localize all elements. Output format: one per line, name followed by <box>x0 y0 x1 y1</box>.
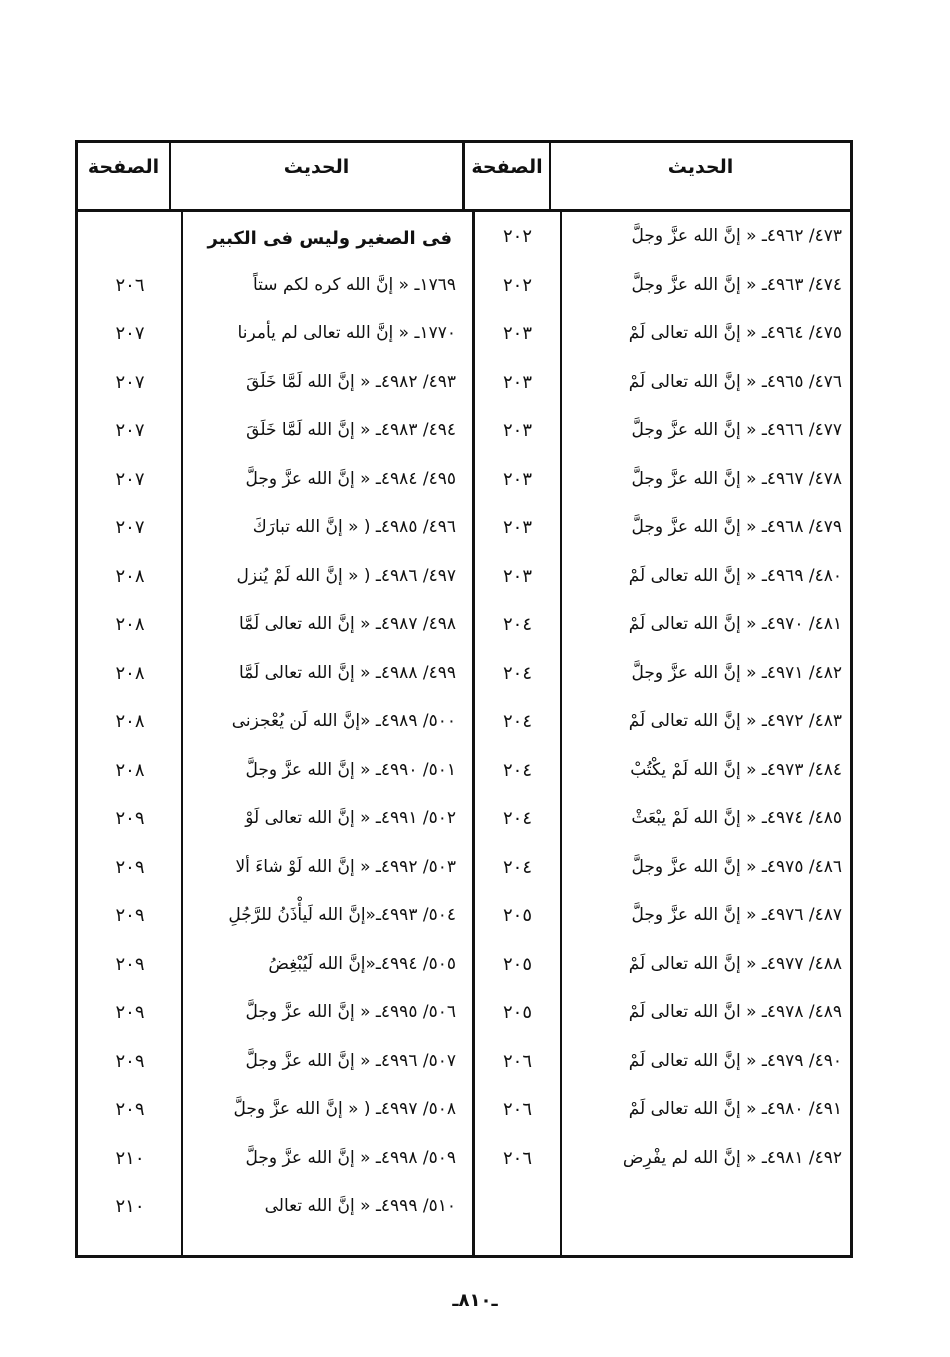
header-hadith-right: الحديث <box>667 156 734 178</box>
hadith-entry: ٤٩٥/ ٤٩٨٤ـ « إنَّ الله عزَّ وجلَّ <box>245 468 456 489</box>
header-hadith-left: الحديث <box>283 156 350 178</box>
hadith-entry: ٥٠٦/ ٤٩٩٥ـ « إنَّ الله عزَّ وجلَّ <box>245 1002 456 1022</box>
hadith-entry: ٥٠٤/ ٤٩٩٣ـ«إنَّ الله لَيأْذَنُ للرَّجُلِ <box>228 905 456 925</box>
page-ref: ٢٠٤ <box>502 759 532 781</box>
hadith-entry: ٤٩٤/ ٤٩٨٣ـ « إنَّ الله لَمَّا خَلَقَ <box>246 420 456 440</box>
hadith-entry: ٤٩٣/ ٤٩٨٢ـ « إنَّ الله لَمَّا خَلَقَ <box>246 371 456 392</box>
page-ref: ٢٠٤ <box>502 614 532 635</box>
hadith-entry: ٤٨٠/ ٤٩٦٩ـ « إنَّ الله تعالى لَمْ <box>628 565 842 586</box>
page-ref: ٢٠٥ <box>502 1002 532 1023</box>
page-ref: ٢٠٩ <box>115 905 145 926</box>
hadith-entry: ٤٩٨/ ٤٩٨٧ـ « إنَّ الله تعالى لَمَّا <box>239 614 456 634</box>
hadith-entry: ١٧٦٩ـ « إنَّ الله كره لكم ستاً <box>252 274 456 295</box>
page-ref: ٢٠٣ <box>502 468 532 490</box>
hadith-entry: ٤٨٥/ ٤٩٧٤ـ « إنَّ الله لَمْ يبْعَثْ <box>631 808 842 828</box>
hadith-entry: ٥٠٧/ ٤٩٩٦ـ « إنَّ الله عزَّ وجلَّ <box>245 1050 456 1071</box>
page-ref: ٢٠٣ <box>502 420 532 441</box>
header-page-left: الصفحة <box>87 156 160 178</box>
page-ref: ٢٠٣ <box>502 371 532 393</box>
hadith-entry: ١٧٧٠ـ « إنَّ الله تعالى لم يأمرنا <box>237 323 456 343</box>
hadith-entry: ٤٨٢/ ٤٩٧١ـ « إنَّ الله عزَّ وجلَّ <box>631 662 842 683</box>
page-ref: ٢٠٩ <box>115 1050 145 1072</box>
page-ref: ٢٠٧ <box>115 371 145 393</box>
page-number: ـ٨١٠ـ <box>452 1290 498 1311</box>
page-ref: ٢٠٧ <box>115 420 145 441</box>
page-ref: ٢٠٨ <box>115 662 145 684</box>
page-ref: ٢٠٣ <box>502 517 532 538</box>
hadith-entry: ٤٨٦/ ٤٩٧٥ـ « إنَّ الله عزَّ وجلَّ <box>631 856 842 877</box>
column-divider <box>560 212 562 1255</box>
page-ref: ٢٠٣ <box>502 565 532 587</box>
hadith-entry: ٤٧٩/ ٤٩٦٨ـ « إنَّ الله عزَّ وجلَّ <box>631 517 842 537</box>
page-ref: ٢٠٢ <box>502 226 532 247</box>
hadith-entry: ٤٨٩/ ٤٩٧٨ـ « انَّ الله تعالى لَمْ <box>628 1002 842 1022</box>
page-ref: ٢٠٥ <box>502 905 532 926</box>
page-ref: ٢١٠ <box>115 1147 145 1169</box>
page-ref: ٢٠٣ <box>502 323 532 344</box>
hadith-entry: ٤٩٩/ ٤٩٨٨ـ « إنَّ الله تعالى لَمَّا <box>239 662 456 683</box>
page-ref: ٢٠٦ <box>502 1147 532 1169</box>
page-ref: ٢٠٨ <box>115 759 145 781</box>
page-ref: ٢٠٤ <box>502 808 532 829</box>
hadith-entry: ٥٠٠/ ٤٩٨٩ـ «إنَّ الله لَن يُعْجزنى <box>231 711 456 731</box>
header-page-right: الصفحة <box>471 156 543 178</box>
page-ref: ٢١٠ <box>115 1196 145 1217</box>
page-ref: ٢٠٢ <box>502 274 532 296</box>
page-ref: ٢٠٩ <box>115 856 145 878</box>
hadith-entry: ٤٨٧/ ٤٩٧٦ـ « إنَّ الله عزَّ وجلَّ <box>631 905 842 925</box>
page-ref: ٢٠٨ <box>115 565 145 587</box>
hadith-entry: ٤٨٣/ ٤٩٧٢ـ « إنَّ الله تعالى لَمْ <box>628 711 842 731</box>
page-ref: ٢٠٩ <box>115 808 145 829</box>
page-ref: ٢٠٧ <box>115 323 145 344</box>
page-ref: ٢٠٤ <box>502 711 532 732</box>
hadith-entry: ٤٧٦/ ٤٩٦٥ـ « إنَّ الله تعالى لَمْ <box>628 371 842 392</box>
page-ref: ٢٠٩ <box>115 1099 145 1120</box>
hadith-entry: ٤٩٢/ ٤٩٨١ـ « إنَّ الله لم يفْرِض <box>622 1147 842 1168</box>
column-divider <box>181 212 183 1255</box>
index-table <box>75 140 853 1258</box>
page-ref: ٢٠٧ <box>115 468 145 490</box>
hadith-entry: ٥٠٩/ ٤٩٩٨ـ « إنَّ الله عزَّ وجلَّ <box>245 1147 456 1168</box>
page-ref: ٢٠٧ <box>115 517 145 538</box>
page-ref: ٢٠٦ <box>502 1050 532 1072</box>
hadith-entry: ٥١٠/ ٤٩٩٩ـ « إنَّ الله تعالى <box>264 1196 456 1216</box>
page-ref: ٢٠٤ <box>502 662 532 684</box>
section-heading: فى الصغير وليس فى الكبير <box>207 228 452 249</box>
page-ref: ٢٠٦ <box>115 274 145 296</box>
hadith-entry: ٤٨٨/ ٤٩٧٧ـ « إنَّ الله تعالى لَمْ <box>628 953 842 974</box>
hadith-entry: ٤٧٤/ ٤٩٦٣ـ « إنَّ الله عزَّ وجلَّ <box>631 274 842 295</box>
page-ref: ٢٠٨ <box>115 614 145 635</box>
page-ref: ٢٠٨ <box>115 711 145 732</box>
hadith-entry: ٤٩٦/ ٤٩٨٥ـ ( « إنَّ الله تبارَكَ <box>252 517 456 537</box>
hadith-entry: ٥٠٨/ ٤٩٩٧ـ ( « إنَّ الله عزَّ وجلَّ <box>233 1099 456 1119</box>
hadith-entry: ٤٧٣/ ٤٩٦٢ـ « إنَّ الله عزَّ وجلَّ <box>631 226 842 246</box>
hadith-entry: ٤٩١/ ٤٩٨٠ـ « إنَّ الله تعالى لَمْ <box>628 1099 842 1119</box>
hadith-entry: ٤٩٧/ ٤٩٨٦ـ ( « إنَّ الله لَمْ يُنزل <box>236 565 456 586</box>
hadith-entry: ٤٧٨/ ٤٩٦٧ـ « إنَّ الله عزَّ وجلَّ <box>631 468 842 489</box>
page-ref: ٢٠٥ <box>502 953 532 975</box>
hadith-entry: ٥٠١/ ٤٩٩٠ـ « إنَّ الله عزَّ وجلَّ <box>245 759 456 780</box>
hadith-entry: ٤٨١/ ٤٩٧٠ـ « إنَّ الله تعالى لَمْ <box>628 614 842 634</box>
hadith-entry: ٤٨٤/ ٤٩٧٣ـ « إنَّ الله لَمْ يكْتُبْ <box>630 759 842 780</box>
hadith-entry: ٥٠٣/ ٤٩٩٢ـ « إنَّ الله لَوْ شاءَ ألا <box>235 856 456 877</box>
page-ref: ٢٠٤ <box>502 856 532 878</box>
page-ref: ٢٠٩ <box>115 1002 145 1023</box>
hadith-entry: ٤٧٧/ ٤٩٦٦ـ « إنَّ الله عزَّ وجلَّ <box>631 420 842 440</box>
hadith-entry: ٥٠٥/ ٤٩٩٤ـ«إنَّ الله لَيُبْغِضُ <box>268 953 456 974</box>
hadith-entry: ٤٩٠/ ٤٩٧٩ـ « إنَّ الله تعالى لَمْ <box>628 1050 842 1071</box>
hadith-entry: ٥٠٢/ ٤٩٩١ـ « إنَّ الله تعالى لَوْ <box>245 808 456 828</box>
page-ref: ٢٠٦ <box>502 1099 532 1120</box>
page-ref: ٢٠٩ <box>115 953 145 975</box>
hadith-entry: ٤٧٥/ ٤٩٦٤ـ « إنَّ الله تعالى لَمْ <box>628 323 842 343</box>
